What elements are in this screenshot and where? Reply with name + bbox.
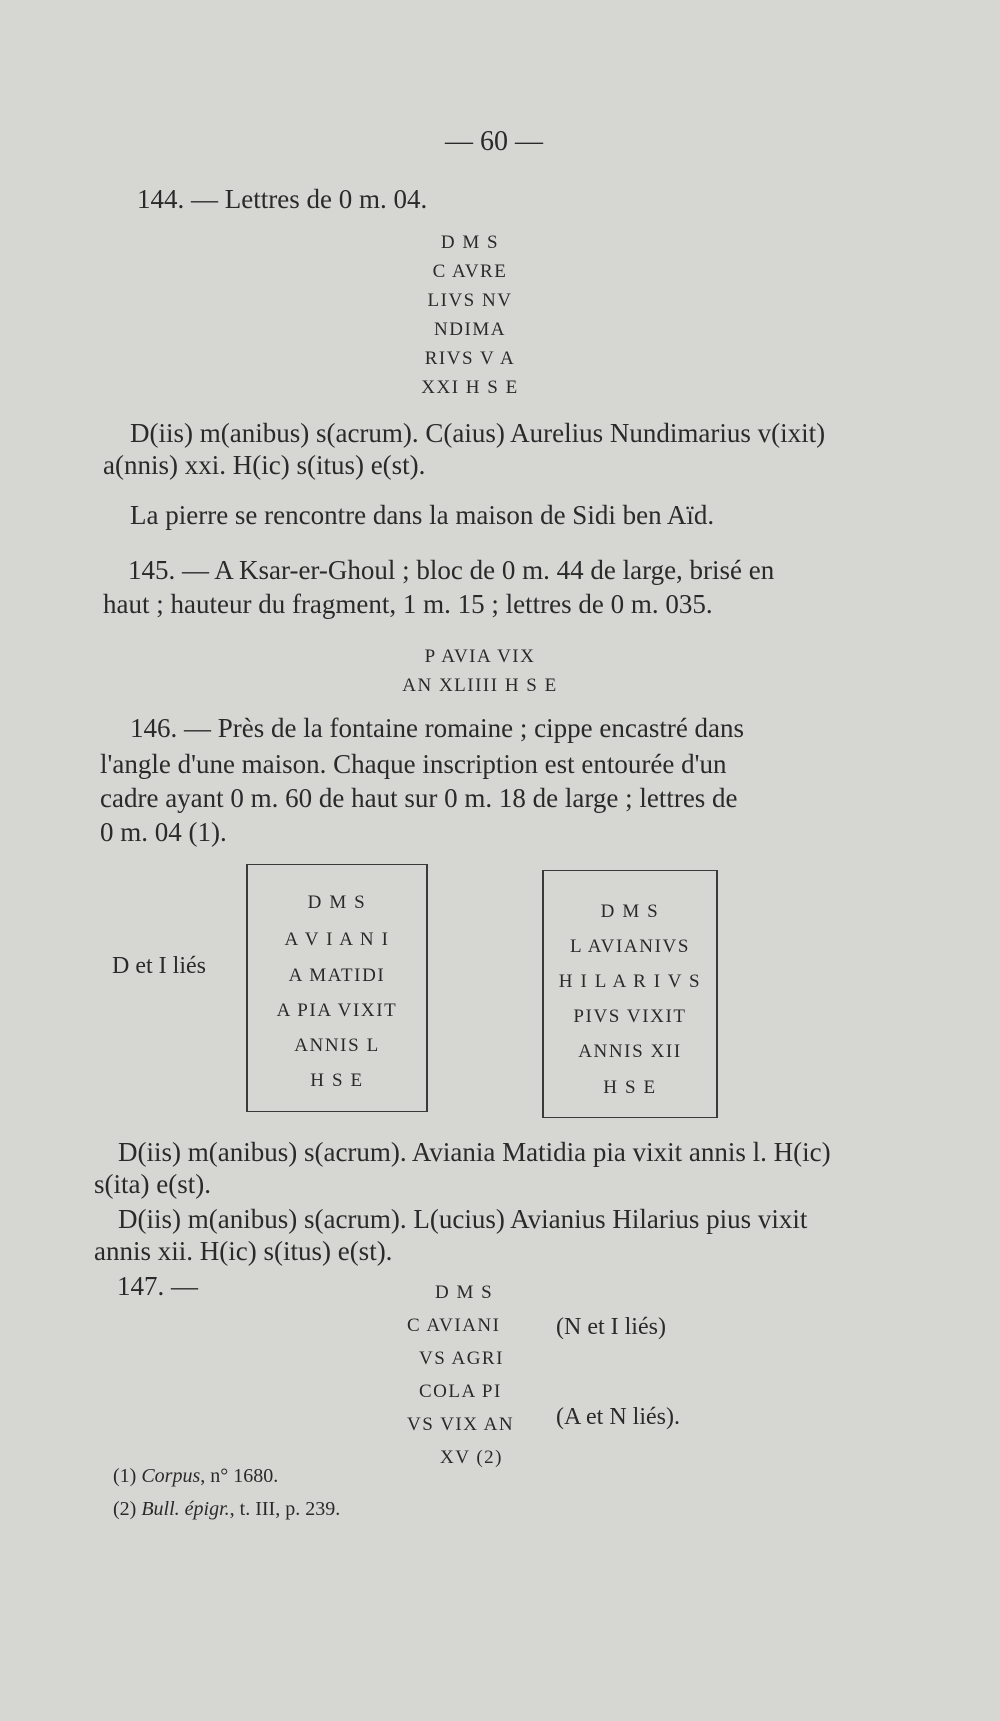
entry-146-transcription-b-2: annis xii. H(ic) s(itus) e(st). [94, 1236, 393, 1266]
inscription-line: XXI H S E [421, 377, 519, 398]
inscription-line: A PIA VIXIT [276, 1000, 398, 1021]
inscription-line: NDIMA [434, 319, 506, 340]
entry-145-line-1: 145. — A Ksar-er-Ghoul ; bloc de 0 m. 44 de large, brisé en [128, 555, 775, 585]
footnote-marker: (2) [113, 1498, 137, 1520]
inscription-frame-right [542, 870, 718, 1118]
inscription-line: AN XLIIII H S E [402, 675, 558, 696]
inscription-line: A V I A N I [284, 929, 390, 950]
entry-146-transcription-a-1: D(iis) m(anibus) s(acrum). Aviania Matidia pia vixit annis l. H(ic) [118, 1137, 831, 1167]
inscription-line: VS AGRI [419, 1348, 504, 1369]
inscription-line: H S E [310, 1070, 364, 1091]
inscription-line: H I L A R I V S [558, 971, 702, 992]
footnote-2 [113, 1498, 340, 1521]
footnote-source-title: Bull. épigr. [141, 1498, 230, 1520]
inscription-line: ANNIS XII [578, 1041, 682, 1062]
entry-146-line-4: 0 m. 04 (1). [100, 817, 227, 847]
footnote-reference: , t. III, p. 239. [229, 1498, 341, 1520]
entry-145-line-2: haut ; hauteur du fragment, 1 m. 15 ; lettres de 0 m. 035. [103, 589, 713, 619]
inscription-line: ANNIS L [294, 1035, 380, 1056]
inscription-line: VS VIX AN [407, 1414, 515, 1435]
entry-144-heading: 144. — Lettres de 0 m. 04. [137, 184, 428, 214]
inscription-line: L AVIANIVS [570, 936, 690, 957]
entry-146-transcription-b-1: D(iis) m(anibus) s(acrum). L(ucius) Avianius Hilarius pius vixit [118, 1204, 808, 1234]
ligature-note: (A et N liés). [556, 1404, 680, 1430]
entry-147-heading: 147. — [117, 1271, 198, 1301]
entry-145-inscription [330, 646, 630, 704]
footnote-1 [113, 1465, 278, 1488]
page-number: — 60 — [445, 126, 543, 157]
ligature-note: D et I liés [112, 953, 206, 979]
inscription-line: D M S [307, 892, 367, 913]
ligature-note: (N et I liés) [556, 1314, 666, 1340]
entry-144-note: La pierre se rencontre dans la maison de Sidi ben Aïd. [130, 500, 715, 530]
inscription-line: D M S [435, 1282, 494, 1303]
entry-147-inscription [395, 1282, 545, 1480]
inscription-line: A MATIDI [288, 965, 386, 986]
inscription-line: XV (2) [440, 1447, 504, 1468]
footnote-reference: , n° 1680. [200, 1465, 279, 1487]
entry-144-inscription [350, 232, 590, 406]
entry-146-line-3: cadre ayant 0 m. 60 de haut sur 0 m. 18 de large ; lettres de [100, 783, 738, 813]
inscription-line: D M S [600, 901, 660, 922]
inscription-frame-left [246, 864, 428, 1112]
inscription-line: D M S [440, 232, 500, 253]
inscription-line: RIVS V A [424, 348, 516, 369]
inscription-line: C AVIANI [407, 1315, 501, 1336]
entry-146-transcription-a-2: s(ita) e(st). [94, 1169, 211, 1199]
inscription-line: P AVIA VIX [424, 646, 536, 667]
inscription-line: C AVRE [432, 261, 508, 282]
footnote-source-title: Corpus [141, 1465, 201, 1487]
inscription-line: COLA PI [419, 1381, 502, 1402]
entry-144-transcription-2: a(nnis) xxi. H(ic) s(itus) e(st). [103, 450, 426, 480]
entry-146-line-1: 146. — Près de la fontaine romaine ; cippe encastré dans [130, 713, 745, 743]
inscription-line: H S E [603, 1077, 657, 1098]
footnote-marker: (1) [113, 1465, 137, 1487]
inscription-line: PIVS VIXIT [573, 1006, 687, 1027]
entry-144-transcription-1: D(iis) m(anibus) s(acrum). C(aius) Aurelius Nundimarius v(ixit) [130, 418, 826, 448]
inscription-line: LIVS NV [427, 290, 513, 311]
entry-146-line-2: l'angle d'une maison. Chaque inscription est entourée d'un [100, 749, 727, 779]
